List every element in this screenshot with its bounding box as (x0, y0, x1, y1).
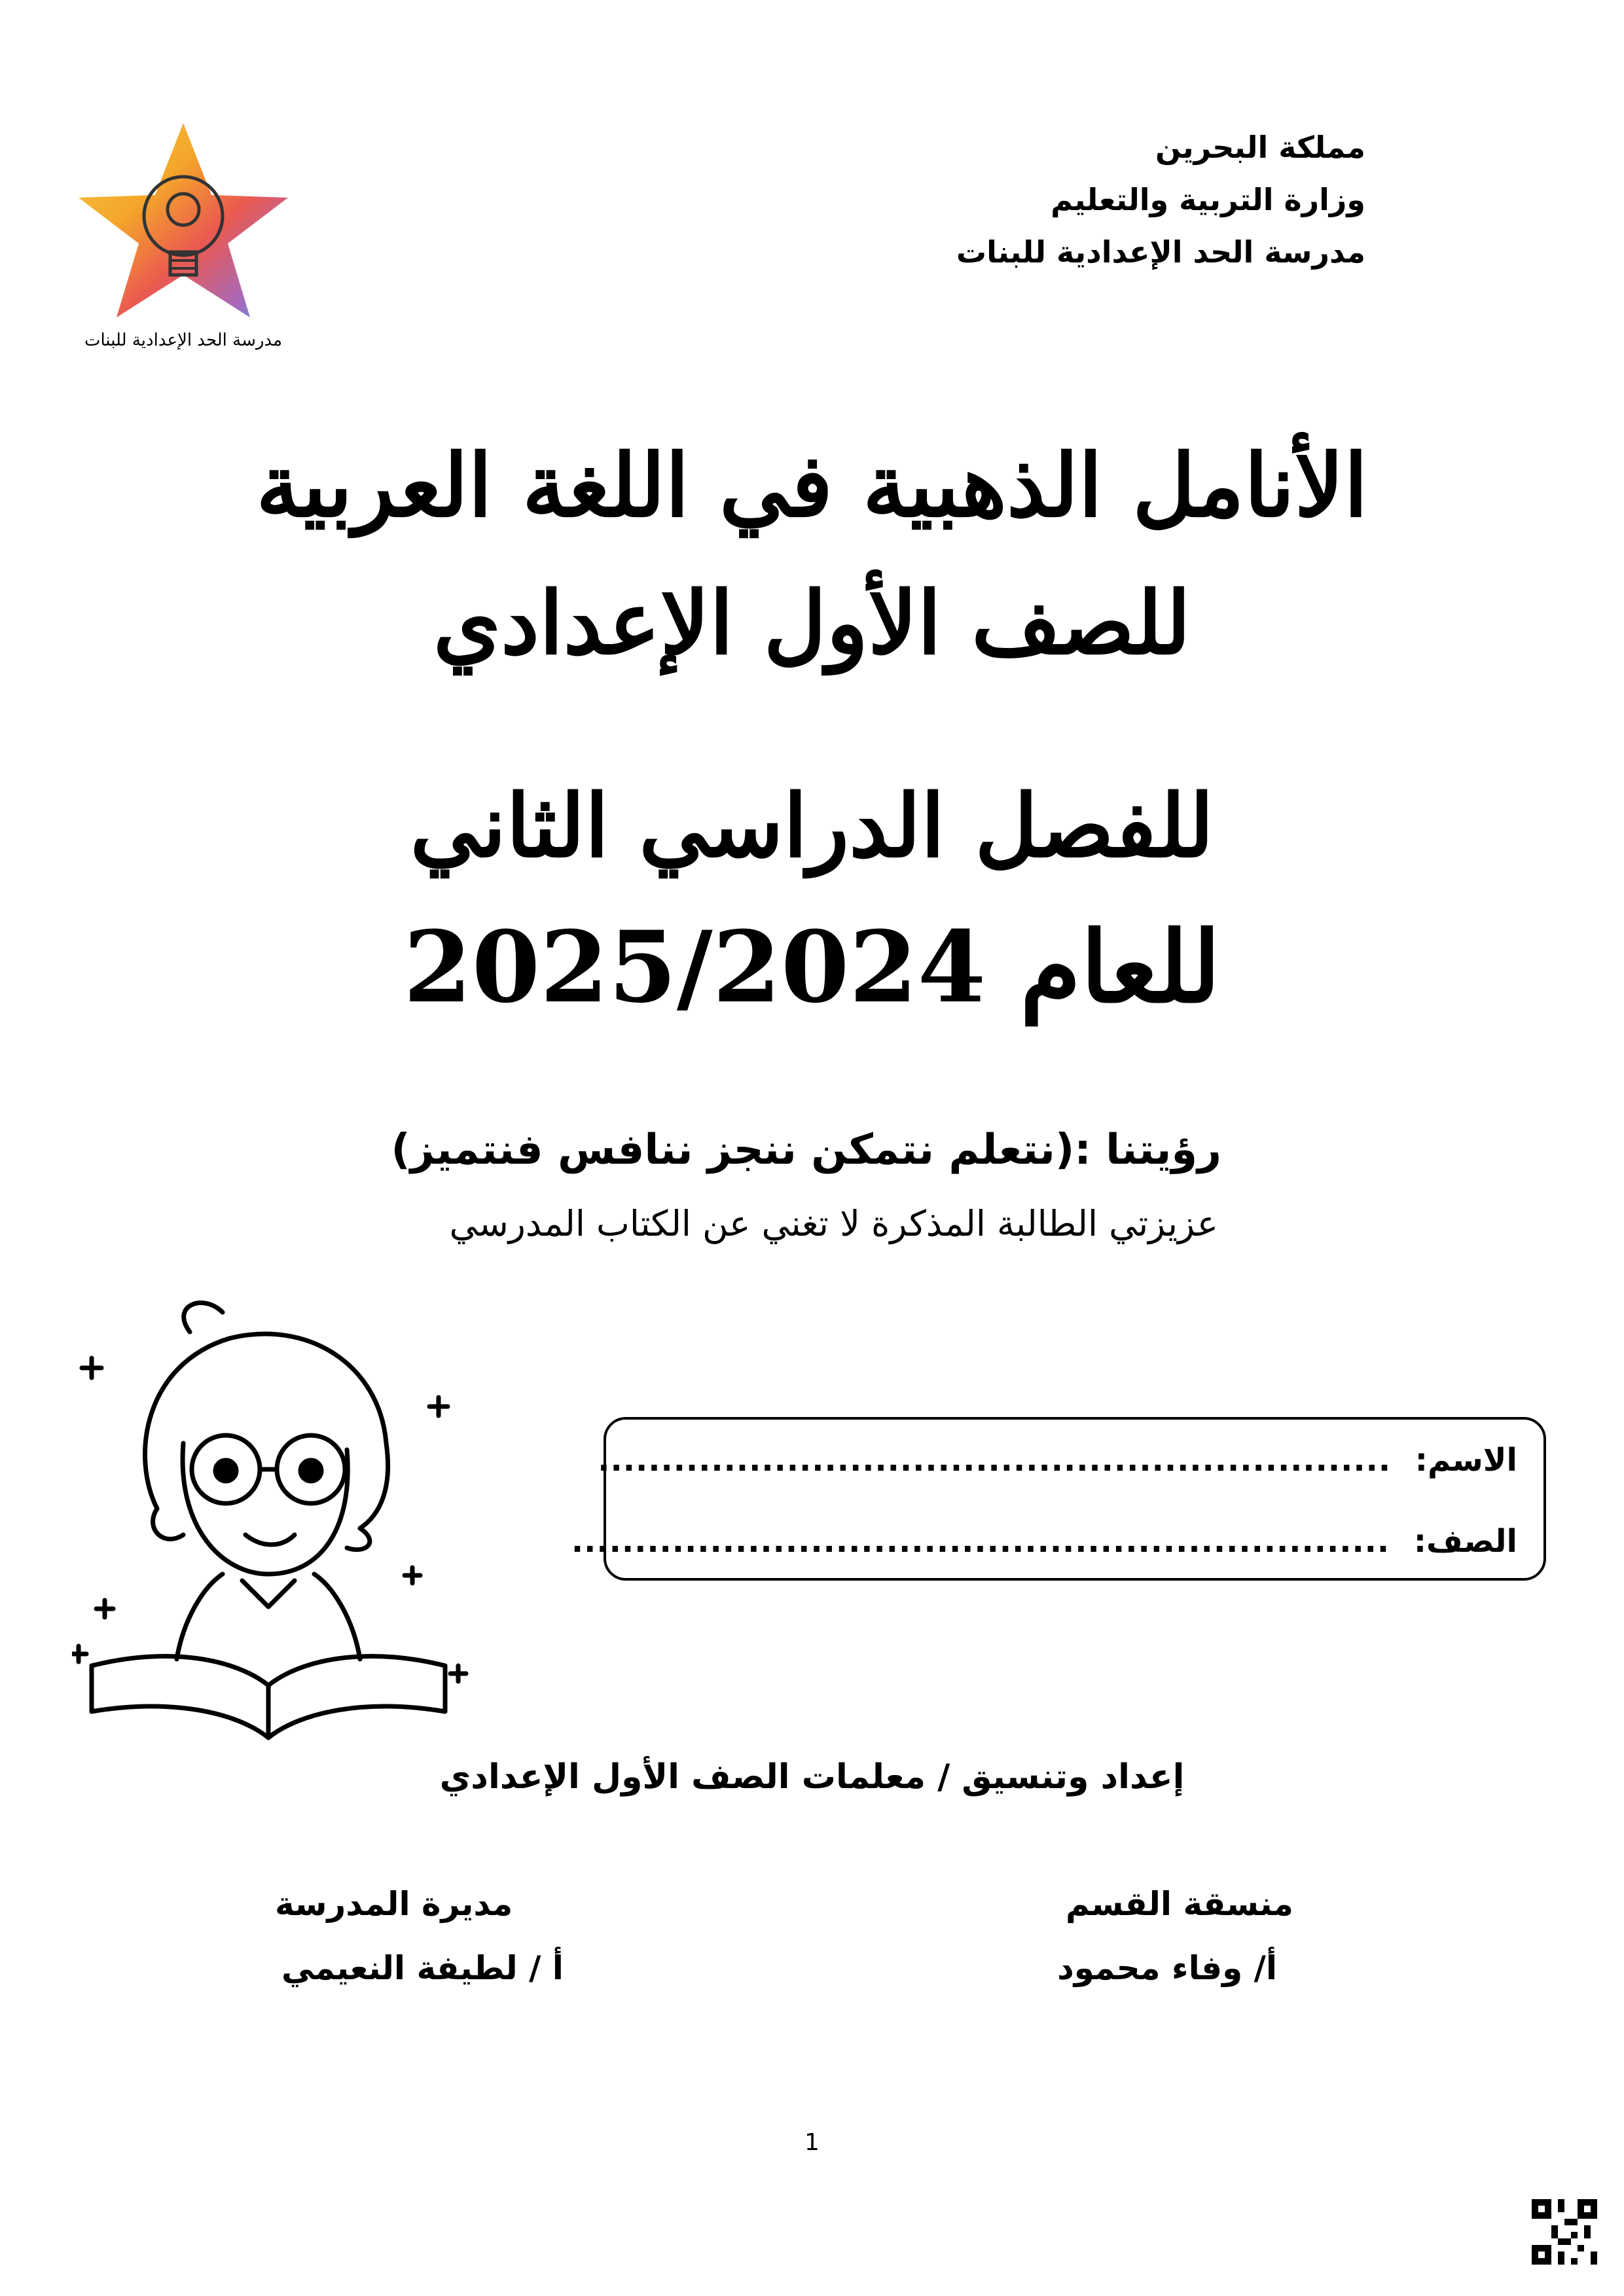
title-subject: الأنامل الذهبية في اللغة العربية (256, 435, 1368, 537)
school-logo (72, 118, 295, 360)
header-kingdom: مملكة البحرين (1155, 130, 1365, 165)
class-field[interactable] (571, 1523, 1517, 1560)
name-blank[interactable]: ............................................................... (598, 1442, 1392, 1479)
name-label: الاسم: (1415, 1442, 1517, 1479)
page-number: 1 (804, 2129, 820, 2156)
girl-reading-illustration (72, 1293, 478, 1751)
school-header (956, 121, 1365, 278)
header-ministry: وزارة التربية والتعليم (1051, 182, 1365, 217)
logo-caption: مدرسة الحد الإعدادية للبنات (84, 331, 283, 350)
header-school: مدرسة الحد الإعدادية للبنات (956, 234, 1365, 270)
title-year: للعام 2025/2024 (403, 910, 1221, 1025)
name-field[interactable] (598, 1442, 1517, 1479)
qr-code-icon (1532, 2199, 1597, 2265)
prepared-by: إعداد وتنسيق / معلمات الصف الأول الإعدادي (439, 1757, 1185, 1797)
class-blank[interactable]: ................................................................. (571, 1523, 1390, 1560)
vision-statement: رؤيتنا :(نتعلم نتمكن ننجز ننافس فنتميز) (391, 1126, 1221, 1174)
coordinator-name: أ/ وفاء محمود (1057, 1949, 1277, 1987)
student-note: عزيزتي الطالبة المذكرة لا تغني عن الكتاب المدرسي (449, 1203, 1218, 1244)
principal-role: مديرة المدرسة (275, 1885, 513, 1923)
class-label: الصف: (1413, 1523, 1517, 1560)
principal-name: أ / لطيفة النعيمي (281, 1949, 564, 1987)
coordinator-role: منسقة القسم (1066, 1885, 1293, 1923)
title-semester: للفصل الدراسي الثاني (410, 776, 1214, 877)
title-grade: للصف الأول الإعدادي (433, 573, 1191, 674)
student-info-box (571, 1417, 1546, 1581)
